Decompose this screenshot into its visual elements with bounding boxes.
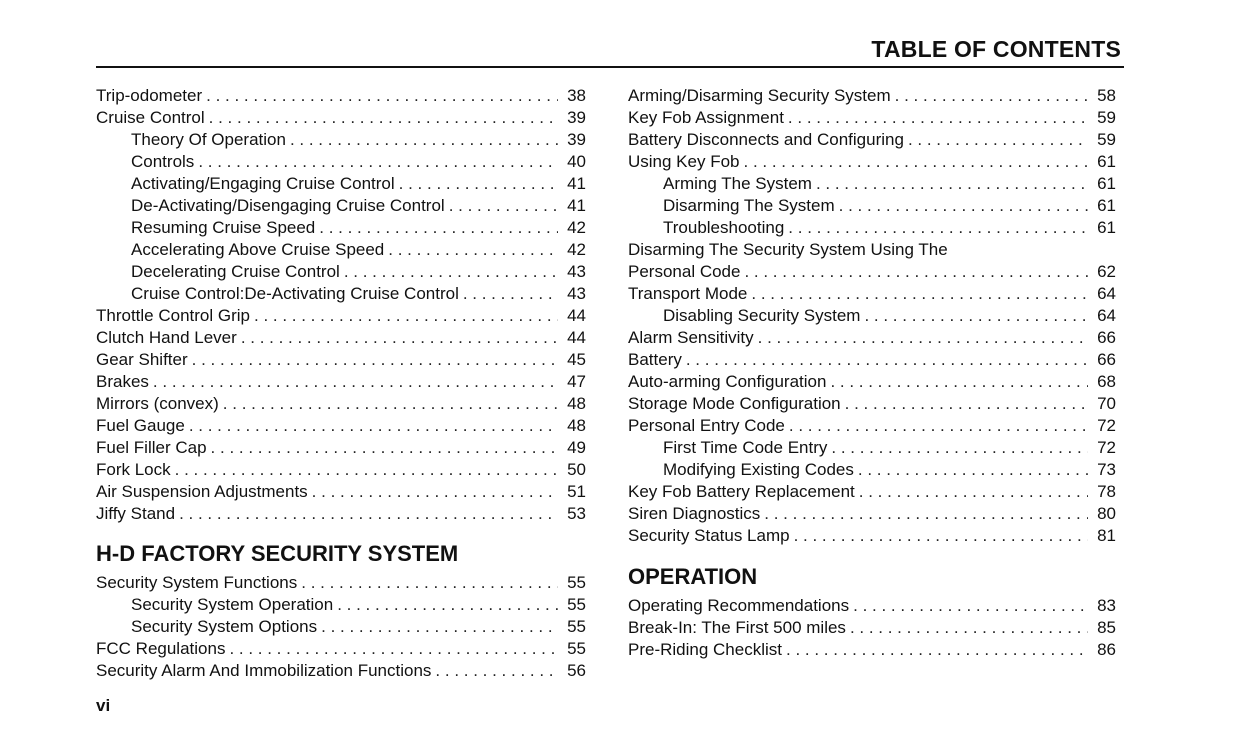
toc-entry-label: Activating/Engaging Cruise Control (131, 174, 395, 193)
toc-entry-page: 38 (567, 86, 586, 105)
toc-entry-label: Gear Shifter (96, 350, 188, 369)
toc-entry[interactable] (628, 107, 1116, 129)
toc-entry-page: 55 (567, 639, 586, 658)
toc-entry-page: 53 (567, 504, 586, 523)
dot-leader (395, 173, 558, 195)
toc-entry[interactable] (96, 616, 586, 638)
toc-entry-page: 48 (567, 416, 586, 435)
toc-entry[interactable] (628, 393, 1116, 415)
toc-entry-page: 43 (567, 262, 586, 281)
toc-entry-page: 64 (1097, 284, 1116, 303)
dot-leader (891, 85, 1088, 107)
section-heading: H-D FACTORY SECURITY SYSTEM (96, 541, 459, 566)
dot-leader (315, 217, 558, 239)
toc-entry-page: 44 (567, 328, 586, 347)
dot-leader (846, 617, 1088, 639)
toc-entry[interactable] (96, 261, 586, 283)
toc-entry-label: Troubleshooting (663, 218, 785, 237)
toc-entry[interactable] (96, 660, 586, 682)
toc-entry-label: Personal Entry Code (628, 416, 785, 435)
toc-entry[interactable] (628, 639, 1116, 661)
toc-entry-page: 62 (1097, 262, 1116, 281)
toc-entry[interactable] (628, 481, 1116, 503)
toc-entry-page: 42 (567, 240, 586, 259)
toc-entry-label: Fuel Filler Cap (96, 438, 207, 457)
dot-leader (835, 195, 1088, 217)
toc-entry-page: 39 (567, 130, 586, 149)
toc-entry[interactable] (628, 261, 1116, 283)
toc-entry[interactable] (96, 481, 586, 503)
toc-entry[interactable] (628, 217, 1116, 239)
toc-entry-page: 55 (567, 595, 586, 614)
toc-entry-label: Cruise Control (96, 108, 205, 127)
toc-entry[interactable] (628, 239, 1116, 261)
toc-entry-page: 83 (1097, 596, 1116, 615)
header-rule (96, 66, 1124, 68)
dot-leader (784, 107, 1088, 129)
toc-entry[interactable] (628, 305, 1116, 327)
toc-entry-page: 47 (567, 372, 586, 391)
toc-entry-label: Personal Code (628, 262, 741, 281)
toc-entry-label: Disarming The Security System Using The (628, 240, 948, 259)
toc-entry-page: 48 (567, 394, 586, 413)
toc-entry-label: Throttle Control Grip (96, 306, 250, 325)
toc-entry-label: Accelerating Above Cruise Speed (131, 240, 385, 259)
toc-entry[interactable] (96, 415, 586, 437)
toc-entry-label: Theory Of Operation (131, 130, 286, 149)
dot-leader (340, 261, 558, 283)
toc-entry-label: Arming/Disarming Security System (628, 86, 891, 105)
toc-entry-label: Security Alarm And Immobilization Functions (96, 661, 432, 680)
toc-entry-page: 39 (567, 108, 586, 127)
toc-entry[interactable] (628, 415, 1116, 437)
dot-leader (754, 327, 1088, 349)
toc-entry[interactable] (96, 129, 586, 151)
toc-entry-label: Fork Lock (96, 460, 171, 479)
toc-entry[interactable] (628, 85, 1116, 107)
dot-leader (185, 415, 558, 437)
dot-leader (445, 195, 558, 217)
dot-leader (790, 525, 1088, 547)
toc-entry-page: 58 (1097, 86, 1116, 105)
toc-entry-page: 59 (1097, 108, 1116, 127)
toc-entry-page: 78 (1097, 482, 1116, 501)
toc-entry[interactable] (628, 459, 1116, 481)
toc-entry-page: 50 (567, 460, 586, 479)
dot-leader (740, 151, 1089, 173)
dot-leader (171, 459, 558, 481)
dot-leader (225, 638, 558, 660)
toc-entry-label: Air Suspension Adjustments (96, 482, 308, 501)
dot-leader (384, 239, 558, 261)
toc-entry[interactable] (628, 327, 1116, 349)
toc-entry[interactable] (96, 283, 586, 305)
dot-leader (747, 283, 1088, 305)
toc-entry[interactable] (96, 572, 586, 594)
toc-entry[interactable] (96, 239, 586, 261)
dot-leader (760, 503, 1088, 525)
toc-entry-label: Break-In: The First 500 miles (628, 618, 846, 637)
dot-leader (827, 437, 1088, 459)
toc-entry-label: Battery Disconnects and Configuring (628, 130, 904, 149)
toc-entry-label: Brakes (96, 372, 149, 391)
toc-entry-page: 81 (1097, 526, 1116, 545)
toc-entry-page: 86 (1097, 640, 1116, 659)
dot-leader (841, 393, 1088, 415)
dot-leader (860, 305, 1088, 327)
toc-entry[interactable] (628, 173, 1116, 195)
toc-entry-page: 68 (1097, 372, 1116, 391)
operation-section (628, 563, 1116, 661)
toc-entry[interactable] (628, 595, 1116, 617)
toc-entry-label: FCC Regulations (96, 639, 226, 658)
toc-entry-page: 66 (1097, 350, 1116, 369)
toc-entry-label: Using Key Fob (628, 152, 740, 171)
toc-entry-label: Pre-Riding Checklist (628, 640, 782, 659)
dot-leader (317, 616, 558, 638)
toc-entry-page: 59 (1097, 130, 1116, 149)
toc-entry-page: 72 (1097, 416, 1116, 435)
toc-entry-page: 66 (1097, 328, 1116, 347)
toc-entry[interactable] (96, 85, 586, 107)
toc-entry-label: Cruise Control:De-Activating Cruise Control (131, 284, 459, 303)
toc-entry-label: Battery (628, 350, 682, 369)
dot-leader (740, 261, 1088, 283)
toc-entry-label: Key Fob Battery Replacement (628, 482, 855, 501)
toc-entry-label: Modifying Existing Codes (663, 460, 854, 479)
toc-entry[interactable] (628, 151, 1116, 173)
toc-entry-label: Security System Options (131, 617, 318, 636)
toc-entry-label: Jiffy Stand (96, 504, 176, 523)
toc-entry-label: Security Status Lamp (628, 526, 790, 545)
toc-right-column (628, 85, 1116, 547)
toc-entry[interactable] (96, 638, 586, 660)
dot-leader (202, 85, 558, 107)
toc-entry-label: Controls (131, 152, 195, 171)
dot-leader (782, 639, 1088, 661)
dot-leader (785, 415, 1088, 437)
toc-entry-label: Decelerating Cruise Control (131, 262, 340, 281)
toc-entry[interactable] (628, 129, 1116, 151)
toc-entry-page: 44 (567, 306, 586, 325)
section-entries (628, 595, 1116, 661)
toc-entry[interactable] (96, 459, 586, 481)
toc-entry-page: 85 (1097, 618, 1116, 637)
toc-entry-label: Disabling Security System (663, 306, 861, 325)
dot-leader (855, 481, 1088, 503)
toc-entry[interactable] (628, 525, 1116, 547)
toc-entry-label: Mirrors (convex) (96, 394, 219, 413)
dot-leader (250, 305, 558, 327)
toc-entry-page: 49 (567, 438, 586, 457)
toc-entry-label: Clutch Hand Lever (96, 328, 237, 347)
toc-entry[interactable] (96, 393, 586, 415)
toc-entry[interactable] (628, 617, 1116, 639)
dot-leader (812, 173, 1088, 195)
toc-entry[interactable] (96, 305, 586, 327)
toc-entry[interactable] (96, 107, 586, 129)
toc-entry[interactable] (628, 371, 1116, 393)
toc-entry-page: 43 (567, 284, 586, 303)
toc-entry-page: 61 (1097, 174, 1116, 193)
toc-entry[interactable] (96, 195, 586, 217)
toc-entry[interactable] (96, 594, 586, 616)
toc-entry[interactable] (628, 503, 1116, 525)
toc-entry-page: 41 (567, 174, 586, 193)
dot-leader (854, 459, 1088, 481)
toc-entry[interactable] (628, 195, 1116, 217)
dot-leader (459, 283, 558, 305)
dot-leader (308, 481, 558, 503)
toc-entry[interactable] (96, 217, 586, 239)
toc-entry-page: 61 (1097, 152, 1116, 171)
toc-entry-label: Auto-arming Configuration (628, 372, 827, 391)
toc-entry-label: Trip-odometer (96, 86, 203, 105)
toc-entry-page: 70 (1097, 394, 1116, 413)
toc-entry-label: Resuming Cruise Speed (131, 218, 316, 237)
dot-leader (194, 151, 558, 173)
toc-entry-page: 80 (1097, 504, 1116, 523)
dot-leader (682, 349, 1088, 371)
toc-entry-page: 42 (567, 218, 586, 237)
toc-entry-label: Siren Diagnostics (628, 504, 761, 523)
toc-entry[interactable] (96, 371, 586, 393)
security-system-section (96, 540, 586, 682)
toc-entry[interactable] (628, 283, 1116, 305)
toc-entry-label: Security System Operation (131, 595, 334, 614)
dot-leader (904, 129, 1088, 151)
dot-leader (149, 371, 558, 393)
toc-entry-page: 61 (1097, 218, 1116, 237)
toc-entry[interactable] (96, 173, 586, 195)
toc-entry-label: First Time Code Entry (663, 438, 828, 457)
toc-entry[interactable] (96, 437, 586, 459)
toc-entry-label: Fuel Gauge (96, 416, 185, 435)
toc-entry-page: 73 (1097, 460, 1116, 479)
dot-leader (784, 217, 1088, 239)
toc-entry-page: 40 (567, 152, 586, 171)
dot-leader (297, 572, 558, 594)
toc-entry-label: De-Activating/Disengaging Cruise Control (131, 196, 445, 215)
dot-leader (431, 660, 558, 682)
toc-entry-label: Operating Recommendations (628, 596, 850, 615)
dot-leader (188, 349, 558, 371)
toc-entry-page: 51 (567, 482, 586, 501)
toc-left-column (96, 85, 586, 525)
dot-leader (219, 393, 558, 415)
dot-leader (286, 129, 558, 151)
page-title: TABLE OF CONTENTS (871, 36, 1121, 62)
toc-entry-page: 55 (567, 573, 586, 592)
toc-entry[interactable] (96, 151, 586, 173)
dot-leader (849, 595, 1088, 617)
dot-leader (205, 107, 558, 129)
toc-entry[interactable] (96, 503, 586, 525)
toc-entry-label: Disarming The System (663, 196, 835, 215)
toc-entry-page: 64 (1097, 306, 1116, 325)
toc-entry[interactable] (96, 349, 586, 371)
page-number: vi (96, 696, 111, 715)
toc-entry[interactable] (96, 327, 586, 349)
section-heading: OPERATION (628, 564, 758, 589)
toc-entry-label: Security System Functions (96, 573, 298, 592)
toc-entry-label: Alarm Sensitivity (628, 328, 754, 347)
toc-entry-page: 45 (567, 350, 586, 369)
toc-entry-label: Arming The System (663, 174, 812, 193)
toc-entry[interactable] (628, 437, 1116, 459)
dot-leader (333, 594, 558, 616)
section-entries (96, 572, 586, 682)
dot-leader (175, 503, 558, 525)
toc-entry-page: 72 (1097, 438, 1116, 457)
toc-entry[interactable] (628, 349, 1116, 371)
toc-entry-page: 56 (567, 661, 586, 680)
dot-leader (207, 437, 558, 459)
toc-entry-label: Transport Mode (628, 284, 748, 303)
dot-leader (826, 371, 1088, 393)
toc-entry-page: 61 (1097, 196, 1116, 215)
toc-entry-label: Storage Mode Configuration (628, 394, 841, 413)
toc-entry-label: Key Fob Assignment (628, 108, 784, 127)
toc-entry-page: 41 (567, 196, 586, 215)
toc-entry-page: 55 (567, 617, 586, 636)
dot-leader (237, 327, 558, 349)
